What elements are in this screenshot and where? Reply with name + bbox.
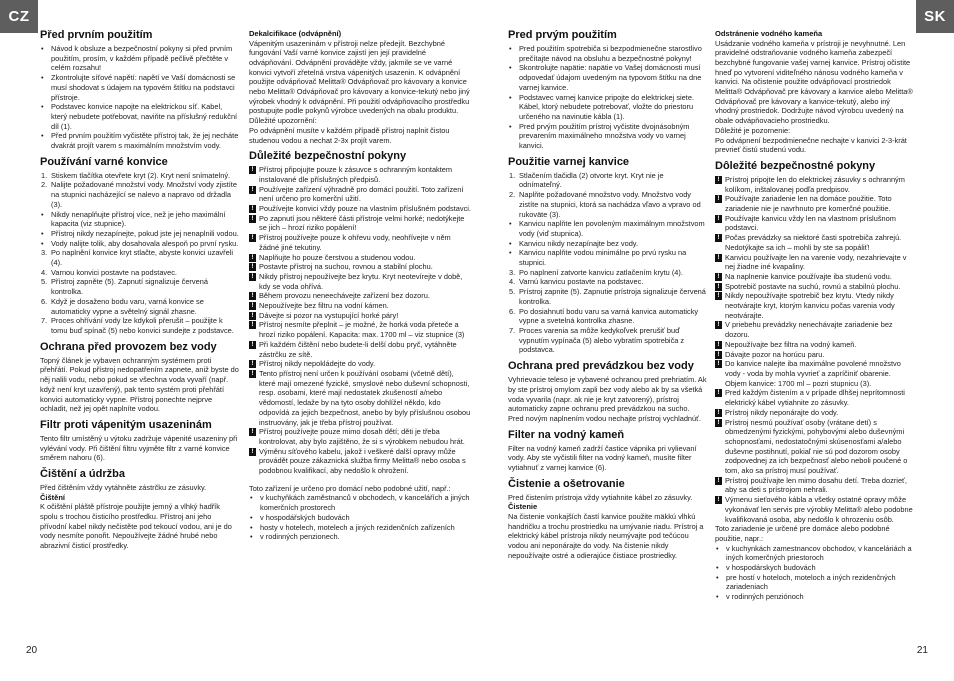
- warning-item: [715, 340, 914, 350]
- bullet-icon: •: [509, 92, 512, 102]
- warning-item: [715, 408, 914, 418]
- warning-icon: !: [249, 254, 256, 262]
- warning-item: [249, 427, 471, 446]
- warning-icon: !: [715, 195, 722, 203]
- list-item-text: Po dosiahnutí bodu varu sa varná kanvica automaticky vypne a svetelná kontrolka zhasne.: [519, 306, 699, 326]
- bullet-icon: •: [250, 532, 253, 542]
- list-item-text: hosty v hotelech, motelech a jiných rezidenčních zařízeních: [260, 522, 455, 532]
- warning-item: [715, 388, 914, 407]
- warning-item: [249, 301, 471, 311]
- warning-item: [249, 272, 471, 291]
- bullet-icon: •: [41, 73, 44, 83]
- list-item: [40, 44, 239, 73]
- list-number: 3.: [41, 248, 48, 258]
- list-item: [249, 532, 471, 542]
- list-item-text: Prístroj používajte len mimo dosahu detí. Treba dozrieť, aby sa deti s prístrojom nehrali.: [725, 475, 907, 495]
- warning-icon: !: [715, 273, 722, 281]
- list-item-text: Prístroj nikdy neponárajte do vody.: [725, 407, 839, 417]
- warning-item: [715, 418, 914, 476]
- list-item: [40, 239, 239, 249]
- warning-item: [715, 320, 914, 339]
- list-item-text: Stiskem tlačítka otevřete kryt (2). Kryt není snímatelný.: [51, 170, 231, 180]
- warning-icon: !: [715, 389, 722, 397]
- list-item-text: Přístroj připojujte pouze k zásuvce s ochranným kontaktem instalované dle příslušných předpisů.: [259, 165, 453, 184]
- list-item-text: Prístroj zapnite (5). Zapnutie prístroja signalizuje červená kontrolka.: [519, 287, 706, 306]
- warning-item: [249, 253, 471, 263]
- list-item-text: Kanvicu naplňte len povoleným maximálnym množstvom vody (viď stupnica).: [519, 219, 705, 238]
- list-item-text: Dávajte pozor na horúcu paru.: [725, 349, 825, 359]
- bullet-icon: •: [250, 493, 253, 503]
- list-item-text: Používajte kanvicu vždy len na vlastnom príslušnom podstavci.: [725, 213, 896, 233]
- list-item-text: Tento přístroj není určen k používání osobami (včetně dětí), které mají omezené fyzické, smyslové nebo duševní schopnosti, resp. osobami, které mají nedostatek zkušeností a/nebo vědomostí, ledaže by na tyto osoby dohlížel někdo, kdo odpovídá za jejich bezpečnost, anebo by byly příslušnou osobou instruovány, jak je třeba přístroj používat.: [259, 369, 471, 427]
- bullet-icon: •: [716, 563, 719, 573]
- warning-icon: !: [715, 409, 722, 417]
- bullet-icon: •: [509, 238, 512, 248]
- bullet-icon: •: [41, 238, 44, 248]
- list-item-text: Nepoužívejte bez filtru na vodní kámen.: [259, 301, 389, 311]
- warning-icon: !: [715, 254, 722, 262]
- list-item-text: v rodinných penziónoch: [726, 592, 804, 602]
- warning-item: [249, 291, 471, 301]
- list-item-text: Na naplnenie kanvice používajte iba studenú vodu.: [725, 271, 892, 281]
- list-item-text: Před prvním použitím vyčistěte přístroj tak, že jej necháte dvakrát projít varem s maximálním množstvím vody.: [51, 131, 239, 151]
- list-item-text: Přístroj používejte pouze k ohřevu vody, neohřívejte v něm žádné jiné tekutiny.: [259, 233, 451, 252]
- bullet-list: [508, 219, 707, 268]
- list-item-text: Přístroj nesmíte přeplnit – je možné, že horká voda přeteče a hrozí riziko popálení. Kapacita: max. 1700 ml – viz stupnice (3): [259, 320, 465, 340]
- section-heading: Před prvním použitím: [40, 29, 153, 41]
- list-item: [508, 287, 707, 306]
- warning-item: [715, 495, 914, 524]
- paragraph: Důležité upozornění:: [249, 116, 317, 126]
- warning-item: [715, 233, 914, 252]
- bullet-icon: •: [509, 44, 512, 53]
- list-item: [508, 277, 707, 287]
- list-number: 5.: [509, 287, 516, 297]
- section-heading: Pred prvým použitím: [508, 29, 617, 41]
- sk-column-2: [715, 29, 914, 602]
- list-item-text: Používajte zariadenie len na domáce použitie. Toto zariadenie nie je navrhnuto pre komerčné použitie.: [725, 194, 892, 214]
- warning-icon: !: [249, 166, 256, 174]
- warning-item: [249, 359, 471, 369]
- list-item-text: Když je dosaženo bodu varu, varná konvice se automaticky vypne a světelný signál zhasne.: [51, 296, 204, 316]
- warning-item: [249, 165, 471, 184]
- list-item: [40, 171, 239, 181]
- paragraph: Vápenitým usazeninám v přístroji nelze předejít. Bezchybné fungování Vaší varné konvice zajistí jen její pravidelné odvápňování. Odvápnění provádějte vždy, jakmile se ve varné konvici vytvoří zřetelná vrstva vápenitých usazenin. K odvápnění použijte odvápňovač Melitta® Odvápňovač pro kávovary a konvice nebo Melitta® Odvápňovač pro kávovary a konvice-tekutý nebo jiný výrobek vhodný k odvápnění. Při použití odvápňovacího prostředku postupujte podle pokynů výrobce uvedených na obalu produktu.: [249, 38, 470, 116]
- warning-icon: !: [715, 215, 722, 223]
- bullet-icon: •: [41, 44, 44, 53]
- warning-icon: !: [249, 370, 256, 378]
- list-number: 7.: [509, 325, 516, 335]
- list-item-text: Naplňte požadované množstvo vody. Množstvo vody zistíte na stupnici, ktorá sa nachádza vľavo a vpravo od rukoväte (3).: [519, 190, 701, 219]
- paragraph: Usádzanie vodného kameňa v prístroji je nevyhnutné. Len pravidelné odstraňovanie vodného kameňa zabezpečí bezchybné fungovanie vašej varnej kanvice. Prístroj očistite hneď po vytvorení viditeľného nánosu vodného kameňa v kanvici. Na očistenie použite odvápňovací prostriedok Melitta® Odvápňovač pre kávovary a kanvice alebo Melitta® Odvápňovač pre kávovary a kanvice-tekutý, alebo iný vhodný prostriedok. Dodržujte návod výrobcu uvedený na obale odvápňovacieho prostriedku.: [715, 38, 913, 126]
- bullet-list: [508, 44, 707, 151]
- paragraph: Tento filtr umístěný u výtoku zadržuje vápenité usazeniny při vylévání vody. Při čištění filtru vyjměte filtr z varné konvice směrem nahoru (6).: [40, 433, 238, 463]
- list-item-text: Výmenu sieťového kábla a všetky ostatné opravy môže vykonávať len servis pre výrobky Melitta® alebo podobne kvalifikovaná osoba, aby nedošlo k ohrozeniu osôb.: [725, 495, 913, 524]
- warning-icon: !: [249, 215, 256, 223]
- section-heading: Čistenie a ošetrovanie: [508, 477, 625, 490]
- list-item-text: Přístroj zapněte (5). Zapnutí signalizuje červená kontrolka.: [51, 277, 208, 297]
- warning-icon: !: [715, 341, 722, 349]
- list-item-text: v kuchynkách zamestnancov obchodov, v kanceláriách a iných komerčných priestoroch: [726, 543, 912, 563]
- bullet-icon: •: [509, 219, 512, 229]
- list-item: [40, 277, 239, 296]
- warning-item: [715, 359, 914, 388]
- paragraph: Topný článek je vybaven ochranným systémem proti přehřátí. Pokud přístroj nedopatřením zapnete, aniž byste do něj nalili vodu, nebo pokud se všechna voda vyvaří (např. když není kryt uzavřený), pak tento systém proti přehřátí konvici automaticky vypne. Přístroj ponechte nejprve ochladit, než jej opět naplníte vodou.: [40, 355, 239, 414]
- list-item: [508, 44, 707, 63]
- list-item: [249, 523, 471, 533]
- warning-icon: !: [249, 263, 256, 271]
- list-item: [508, 63, 707, 92]
- list-item: [40, 210, 239, 229]
- list-item-text: Do kanvice nalejte iba maximálne povolené množstvo vody - voda by mohla vyvrieť a zapríčiniť obarenie. Objem kanvice: 1700 ml – pozri stupnicu (3).: [725, 359, 901, 388]
- numbered-list: [508, 268, 707, 355]
- cz-column-1: [40, 29, 239, 551]
- bullet-list: [715, 544, 914, 602]
- list-number: 2.: [509, 190, 516, 200]
- warning-item: [249, 204, 471, 214]
- cz-column-2: [249, 29, 471, 542]
- numbered-list: [40, 248, 239, 335]
- paragraph: K očištění pláště přístroje použijte jemný a vlhký hadřík spolu s trochou čisticího prostředku. Přístroj ani jeho přívodní kabel nikdy nečistěte pod tekoucí vodou, ani je do vody nesmíte ponořit. Nepoužívejte žádné hrubé nebo abrazivní čisticí prostředky.: [40, 502, 232, 551]
- section-heading: Používání varné konvice: [40, 155, 168, 168]
- paragraph: Pred čistením prístroja vždy vytiahnite kábel zo zásuvky.: [508, 492, 693, 502]
- warning-item: [715, 272, 914, 282]
- paragraph: Filter na vodný kameň zadrží častice vápnika pri vylievaní vody. Aby ste vyčistili filter na vodný kameň, musíte filter vytiahnuť z varnej kanvice (6).: [508, 443, 697, 473]
- list-item: [508, 93, 707, 122]
- bullet-list: [40, 44, 239, 151]
- list-item-text: Používejte zařízení výhradně pro domácí použití. Toto zařízení není určeno pro komerční užití.: [259, 184, 464, 204]
- list-item-text: Kanvicu nikdy nezapínajte bez vody.: [519, 238, 639, 248]
- list-item-text: Používejte konvici vždy pouze na vlastním příslušném podstavci.: [259, 204, 471, 214]
- list-item: [508, 171, 707, 190]
- section-heading: Ochrana před provozem bez vody: [40, 340, 217, 353]
- list-number: 6.: [509, 306, 516, 316]
- warning-icon: !: [715, 360, 722, 368]
- list-number: 4.: [41, 267, 48, 277]
- list-item-text: Návod k obsluze a bezpečnostní pokyny si před prvním použitím, prosím, v každém případě pečlivě přečtěte v celém rozsahu!: [51, 44, 233, 73]
- list-item-text: Během provozu neneechávejte zařízení bez dozoru.: [259, 291, 430, 301]
- list-item: [40, 102, 239, 131]
- paragraph: Na čistenie vonkajších častí kanvice použite mäkkú vlhkú handričku a trochu prostriedku na umývanie riadu. Prístroj a elektrický kábel prístroja nikdy neumývajte pod tečúcou vodou ani neponárajte do vody. Na čistenie nikdy nepoužívajte ostré a odierajúce čistiace prostriedky.: [508, 511, 704, 560]
- list-item-text: Po zapnutí jsou některé části přístroje velmi horké; nedotýkejte se jich – hrozí riziko popálení!: [259, 213, 465, 233]
- section-heading: Použitie varnej kanvice: [508, 155, 630, 168]
- warning-item: [715, 350, 914, 360]
- list-item-text: Nikdy nepoužívajte spotrebič bez krytu. Vtedy nikdy neotvárajte kryt, ktorým kanvicu počas varenia vody neotvárajte.: [725, 291, 895, 320]
- section-heading: Filtr proti vápenitým usazeninám: [40, 418, 212, 431]
- warning-icon: !: [715, 176, 722, 184]
- warning-item: [249, 320, 471, 339]
- list-item: [508, 307, 707, 326]
- bullet-icon: •: [250, 512, 253, 522]
- warning-item: [715, 253, 914, 272]
- list-item: [40, 229, 239, 239]
- sub-heading: Dekalcifikace (odvápnění): [249, 29, 342, 38]
- list-item-text: Postavte přístroj na suchou, rovnou a stabilní plochu.: [259, 262, 433, 272]
- warning-icon: !: [249, 205, 256, 213]
- list-item: [40, 268, 239, 278]
- list-item-text: Pred použitím spotrebiča si bezpodmienečne starostlivo prečítajte návod na obsluhu a bezpečnostné pokyny!: [519, 44, 702, 63]
- warning-item: [249, 311, 471, 321]
- page-number-right: 21: [916, 645, 928, 656]
- warning-list: [715, 175, 914, 524]
- language-tab-cz: CZ: [0, 0, 38, 33]
- sub-heading: Odstránenie vodného kameňa: [715, 29, 823, 38]
- warning-item: [249, 185, 471, 204]
- list-item-text: Vody nalijte tolik, aby dosahovala alespoň po první rysku.: [51, 238, 239, 248]
- list-number: 1.: [41, 170, 48, 180]
- list-item: [249, 493, 471, 512]
- warning-icon: !: [715, 283, 722, 291]
- list-item-text: Zkontrolujte síťové napětí: napětí ve Vaší domácnosti se musí shodovat s údajem na typovém štítku na podstavci přístroje.: [51, 73, 236, 102]
- list-item-text: Proces ohřívání vody lze kdykoli přerušit – použijte k tomu buď spínač (5) nebo konvici sundejte z podstavce.: [51, 316, 234, 335]
- list-item: [508, 268, 707, 278]
- list-item-text: pre hostí v hoteloch, moteloch a iných rezidenčných zariadeniach: [726, 572, 896, 592]
- list-item-text: Kanvicu naplňte vodou minimálne po prvú rysku na stupnici.: [519, 248, 687, 268]
- warning-item: [715, 214, 914, 233]
- language-tab-sk: SK: [916, 0, 954, 33]
- list-item-text: Nikdy nenaplňujte přístroj více, než je jeho maximální kapacita (viz stupnice).: [51, 209, 226, 229]
- list-item: [508, 219, 707, 238]
- list-item-text: Přístroj nikdy nepokládejte do vody.: [259, 359, 376, 369]
- list-item-text: Při každém čištění nebo budete-li delší dobu pryč, vytáhněte zástrčku ze sítě.: [259, 339, 457, 359]
- warning-icon: !: [715, 234, 722, 242]
- section-heading: Filter na vodný kameň: [508, 428, 625, 441]
- list-item: [715, 544, 914, 563]
- list-item: [40, 73, 239, 102]
- list-item-text: Podstavec varnej kanvice pripojte do elektrickej siete. Kábel, ktorý nebudete potrebovať, vložte do priestoru určeného na navinutie kábla (1).: [519, 92, 695, 121]
- paragraph: Po odvápnění musíte v každém případě přístroj naplnit čistou studenou vodou a nechat 2-3x projít varem.: [249, 125, 450, 145]
- numbered-list: [40, 171, 239, 210]
- list-item-text: Pred prvým použitím prístroj vyčistite dvojnásobným prevarením maximálneho množstva vody vo varnej kanvici.: [519, 121, 690, 151]
- warning-icon: !: [715, 351, 722, 359]
- warning-icon: !: [249, 448, 256, 456]
- list-item-text: Prístroj nesmú používať osoby (vrátane detí) s obmedzenými fyzickými, pohybovými alebo duševnými schopnosťami, nedostatočnými skúsenosťami a/alebo duševne postihnutí, pokiaľ nie sú pod dozorom osoby zodpovednej za ich bezpečnosť alebo neboli poučené o tom, ako sa prístroj musí používať.: [725, 417, 908, 476]
- list-item: [508, 326, 707, 355]
- list-item-text: V priebehu prevádzky nenechávajte zariadenie bez dozoru.: [725, 320, 893, 340]
- bullet-icon: •: [509, 63, 512, 73]
- warning-icon: !: [249, 341, 256, 349]
- section-heading: Čištění a údržba: [40, 468, 125, 481]
- warning-icon: !: [249, 312, 256, 320]
- warning-item: [715, 476, 914, 495]
- list-item-text: v hospodářských budovách: [260, 512, 350, 522]
- list-item: [715, 563, 914, 573]
- bullet-icon: •: [509, 121, 512, 131]
- numbered-list: [508, 171, 707, 220]
- bullet-icon: •: [509, 248, 512, 258]
- sub-heading: Čištění: [40, 492, 66, 502]
- list-number: 6.: [41, 296, 48, 306]
- warning-item: [249, 369, 471, 427]
- list-item: [508, 122, 707, 151]
- list-item: [508, 248, 707, 267]
- list-item-text: Prístroj pripojte len do elektrickej zásuvky s ochranným kolíkom, inštalovanej podľa predpisov.: [725, 174, 905, 194]
- list-item-text: Nalijte požadované množství vody. Množství vody zjistíte na stupnici nacházející se nalevo a napravo od držadla (3).: [51, 180, 237, 209]
- list-item-text: Nepoužívajte bez filtra na vodný kameň.: [725, 339, 857, 349]
- list-item-text: Varnou konvici postavte na podstavec.: [51, 267, 177, 277]
- list-item: [715, 573, 914, 592]
- list-item-text: Dávejte si pozor na vystupující horké páry!: [259, 310, 399, 320]
- list-item-text: Varnú kanvicu postavte na podstavec.: [519, 277, 644, 287]
- list-number: 5.: [41, 277, 48, 287]
- bullet-list: [249, 493, 471, 542]
- sub-heading: Čistenie: [508, 502, 538, 512]
- list-item: [40, 131, 239, 150]
- warning-icon: !: [715, 419, 722, 427]
- section-heading: Ochrana pred prevádzkou bez vody: [508, 360, 694, 373]
- paragraph: Před čištěním vždy vytáhněte zástrčku ze zásuvky.: [40, 483, 207, 493]
- list-item: [40, 297, 239, 316]
- warning-icon: !: [715, 321, 722, 329]
- list-item-text: Kanvicu používajte len na varenie vody, nezahrievajte v nej žiadne iné kvapaliny.: [725, 252, 907, 272]
- list-item-text: Stlačením tlačidla (2) otvorte kryt. Kryt nie je odnímateľný.: [519, 170, 664, 190]
- warning-icon: !: [249, 234, 256, 242]
- sk-column-1: [508, 29, 707, 560]
- list-item-text: Nikdy přístroj nepoužívejte bez krytu. Kryt neotevírejte v době, kdy se voda ohřívá.: [259, 271, 463, 291]
- bullet-icon: •: [716, 592, 719, 602]
- list-item-text: Podstavec konvice napojte na elektrickou síť. Kabel, který nebudete potřebovat, naviňte na příslušný redukční díl (1).: [51, 102, 238, 131]
- list-item-text: Spotrebič postavte na suchú, rovnú a stabilnú plochu.: [725, 281, 901, 291]
- warning-item: [249, 447, 471, 476]
- page-number-left: 20: [26, 645, 38, 656]
- list-item-text: v rodinných penzionech.: [260, 532, 340, 542]
- list-item-text: Počas prevádzky sa niektoré časti spotrebiča zahrejú. Nedotýkajte sa ich – mohli by ste sa popáliť!: [725, 233, 902, 252]
- bullet-icon: •: [250, 522, 253, 532]
- section-heading: Dôležité bezpečnostné pokyny: [715, 159, 876, 172]
- paragraph: Toto zařízení je určeno pro domácí nebo podobné užití, např.:: [249, 483, 451, 493]
- paragraph: Po odvápnení bezpodmienečne nechajte v kanvici 2-3-krát prevrieť čistú studenú vodu.: [715, 135, 907, 155]
- warning-item: [249, 340, 471, 359]
- list-item-text: Proces varenia sa môže kedykoľvek prerušiť buď vypnutím vypínača (5) alebo vybratím spotrebiča z podstavca.: [519, 325, 685, 355]
- warning-item: [249, 233, 471, 252]
- bullet-icon: •: [716, 572, 719, 582]
- list-item-text: Po naplnení zatvorte kanvicu zatlačením krytu (4).: [519, 267, 683, 277]
- warning-icon: !: [249, 292, 256, 300]
- list-item-text: Přístroj nikdy nezapínejte, pokud jste jej nenaplnili vodou.: [51, 228, 239, 238]
- list-number: 4.: [509, 277, 516, 287]
- list-item: [40, 316, 239, 335]
- list-item-text: Přístroj používejte pouze mimo dosah dětí; děti je třeba kontrolovat, aby bylo zajištěno, že si s výrobkem nebudou hrát.: [259, 427, 465, 446]
- warning-item: [715, 175, 914, 194]
- paragraph: Dôležité je pozornenie:: [715, 125, 791, 135]
- list-item: [508, 190, 707, 219]
- list-item: [40, 248, 239, 267]
- bullet-list: [40, 210, 239, 249]
- list-item: [715, 592, 914, 602]
- warning-item: [249, 262, 471, 272]
- list-item: [40, 180, 239, 209]
- list-number: 7.: [41, 316, 48, 326]
- list-item: [249, 513, 471, 523]
- bullet-icon: •: [41, 131, 44, 141]
- list-item-text: v kuchyňkách zaměstnanců v obchodech, v kancelářích a jiných komerčních prostorech: [260, 493, 470, 513]
- list-number: 3.: [509, 267, 516, 277]
- warning-icon: !: [249, 186, 256, 194]
- bullet-icon: •: [41, 209, 44, 219]
- warning-icon: !: [249, 360, 256, 368]
- warning-list: [249, 165, 471, 476]
- warning-icon: !: [249, 321, 256, 329]
- paragraph: Vyhrievacie teleso je vybavené ochranou pred prehriatím. Ak by ste prístroj omylom zapli bez vody alebo ak by sa všetká voda vyvarila (napr. ak nie je kryt zatvorený), prístroj automaticky zapne ochranu pred prevádzkou na sucho. Pred novým naplnením vodou nechajte prístroj vychladnúť.: [508, 375, 707, 423]
- warning-icon: !: [249, 428, 256, 436]
- section-heading: Důležité bezpečnostní pokyny: [249, 150, 407, 163]
- list-item-text: Po naplnění konvice kryt stlačte, abyste konvici uzavřeli (4).: [51, 248, 233, 268]
- warning-item: [715, 194, 914, 213]
- warning-item: [715, 282, 914, 292]
- list-item: [508, 239, 707, 249]
- warning-icon: !: [249, 273, 256, 281]
- bullet-icon: •: [41, 102, 44, 112]
- list-item-text: Výměnu síťového kabelu, jakož i veškeré další opravy může provádět pouze zákaznická služba firmy Melitta® nebo osoba s podobnou kvalifikací, aby nedošlo k ohrožení.: [259, 446, 466, 476]
- paragraph: Toto zariadenie je určené pre domáce alebo podobné použitie, napr.:: [715, 524, 890, 543]
- list-item-text: v hospodárskych budovách: [726, 563, 816, 573]
- list-item-text: Pred každým čistením a v prípade dlhšej neprítomnosti elektrický kábel vytiahnite zo zásuvky.: [725, 388, 905, 408]
- list-item-text: Naplňujte ho pouze čerstvou a studenou vodou.: [259, 252, 416, 262]
- list-number: 2.: [41, 180, 48, 190]
- warning-icon: !: [249, 302, 256, 310]
- warning-icon: !: [715, 496, 722, 504]
- warning-icon: !: [715, 477, 722, 485]
- bullet-icon: •: [41, 228, 44, 238]
- bullet-icon: •: [716, 543, 719, 553]
- list-item-text: Skontrolujte napätie: napätie vo Vašej domácnosti musí odpovedať údajom uvedeným na typovom štítku na dne varnej kanvice.: [519, 63, 702, 92]
- list-number: 1.: [509, 170, 516, 180]
- warning-item: [715, 291, 914, 320]
- warning-item: [249, 214, 471, 233]
- warning-icon: !: [715, 292, 722, 300]
